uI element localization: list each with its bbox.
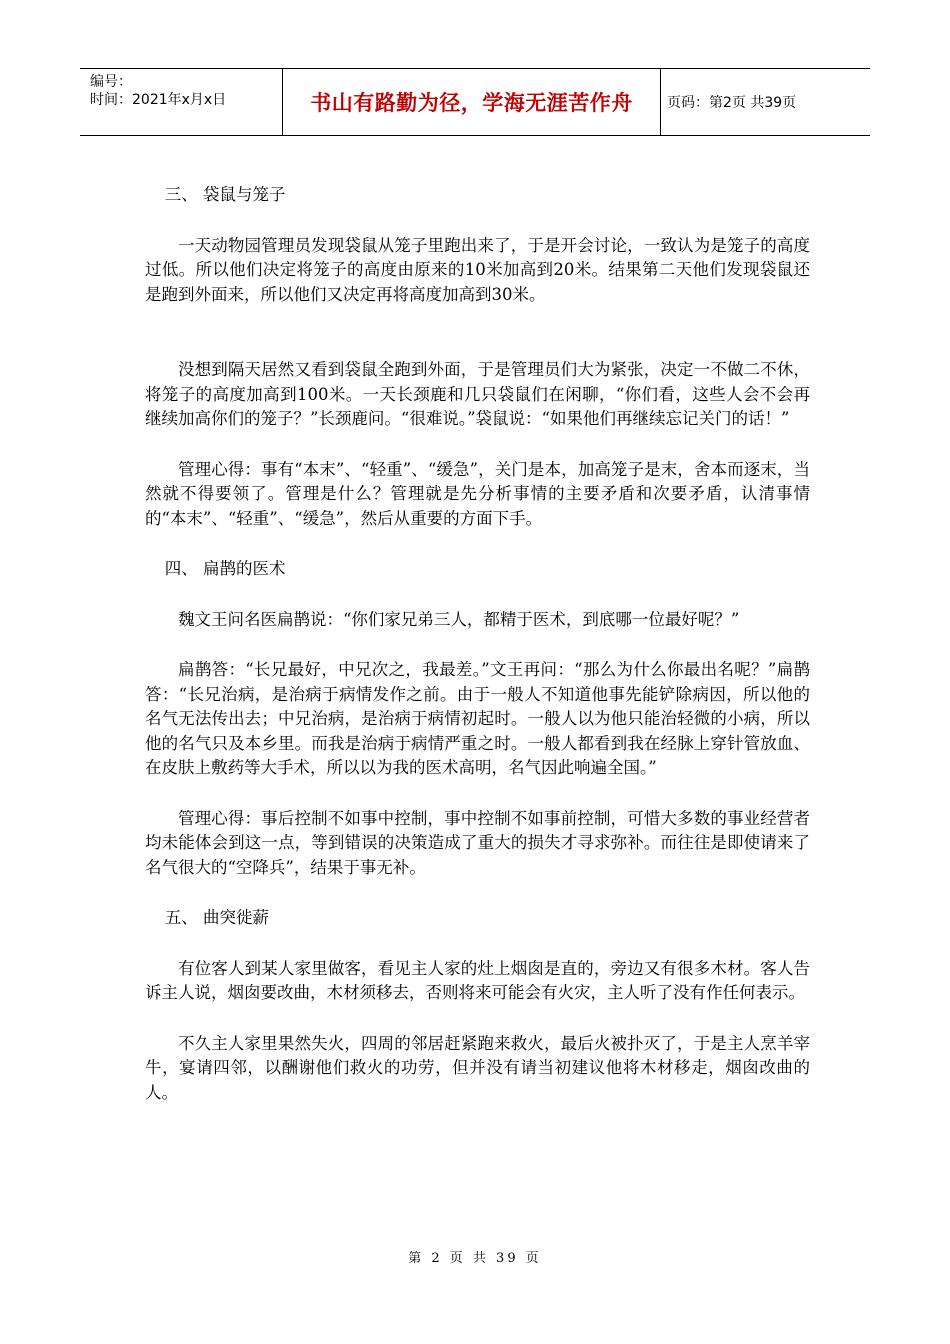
document-number-label: 编号： <box>90 74 132 90</box>
header-motto: 书山有路勤为径，学海无涯苦作舟 <box>310 91 633 115</box>
paragraph: 魏文王问名医扁鹊说：“你们家兄弟三人，都精于医术，到底哪一位最好呢？” <box>178 609 740 629</box>
page-header <box>80 68 870 136</box>
header-page-info: 页码：第2页 共39页 <box>667 95 797 111</box>
section-heading: 三、 袋鼠与笼子 <box>164 185 286 204</box>
section-heading: 四、 扁鹊的医术 <box>164 559 286 578</box>
footer-page-number: 第 2 页 共 39 页 <box>408 1251 542 1266</box>
paragraph: 管理心得：事后控制不如事中控制，事中控制不如事前控制，可惜大多数的事业经营者均未能体会到这一点，等到错误的决策造成了重大的损失才寻求弥补。而往往是即使请来了名气很大的“空降兵”，结果于事无补。 <box>145 808 810 877</box>
paragraph: 不久主人家里果然失火，四周的邻居赶紧跑来救火，最后火被扑灭了，于是主人烹羊宰牛，宴请四邻，以酬谢他们救火的功劳，但并没有请当初建议他将木材移走，烟囱改曲的人。 <box>145 1033 810 1102</box>
paragraph: 一天动物园管理员发现袋鼠从笼子里跑出来了，于是开会讨论，一致认为是笼子的高度过低。所以他们决定将笼子的高度由原来的10米加高到20米。结果第二天他们发现袋鼠还是跑到外面来，所以他们又决定再将高度加高到30米。 <box>145 235 810 304</box>
document-body <box>145 183 810 1105</box>
section-heading: 五、 曲突徙薪 <box>164 908 270 927</box>
paragraph: 有位客人到某人家里做客，看见主人家的灶上烟囱是直的，旁边又有很多木材。客人告诉主人说，烟囱要改曲，木材须移去，否则将来可能会有火灾，主人听了没有作任何表示。 <box>145 958 810 1002</box>
header-meta <box>80 69 283 135</box>
paragraph: 没想到隔天居然又看到袋鼠全跑到外面，于是管理员们大为紧张，决定一不做二不休，将笼子的高度加高到100米。一天长颈鹿和几只袋鼠们在闲聊，“你们看，这些人会不会再继续加高你们的笼子？”长颈鹿问。“很难说。”袋鼠说：“如果他们再继续忘记关门的话！” <box>145 360 810 428</box>
paragraph: 扁鹊答：“长兄最好，中兄次之，我最差。”文王再问：“那么为什么你最出名呢？”扁鹊答：“长兄治病，是治病于病情发作之前。由于一般人不知道他事先能铲除病因，所以他的名气无法传出去；中兄治病，是治病于病情初起时。一般人以为他只能治轻微的小病，所以他的名气只及本乡里。而我是治病于病情严重之时。一般人都看到我在经脉上穿针管放血、在皮肤上敷药等大手术，所以以为我的医术高明，名气因此响遍全国。” <box>145 660 810 777</box>
paragraph: 管理心得：事有“本末”、“轻重”、“缓急”，关门是本，加高笼子是末，舍本而逐末，当然就不得要领了。管理是什么？管理就是先分析事情的主要矛盾和次要矛盾，认清事情的“本末”、“轻重”、“缓急”，然后从重要的方面下手。 <box>145 459 810 528</box>
header-page-cell <box>661 69 870 135</box>
document-date: 时间：2021年x月x日 <box>90 92 227 108</box>
header-motto-cell <box>283 69 661 135</box>
page-footer <box>0 1247 950 1266</box>
